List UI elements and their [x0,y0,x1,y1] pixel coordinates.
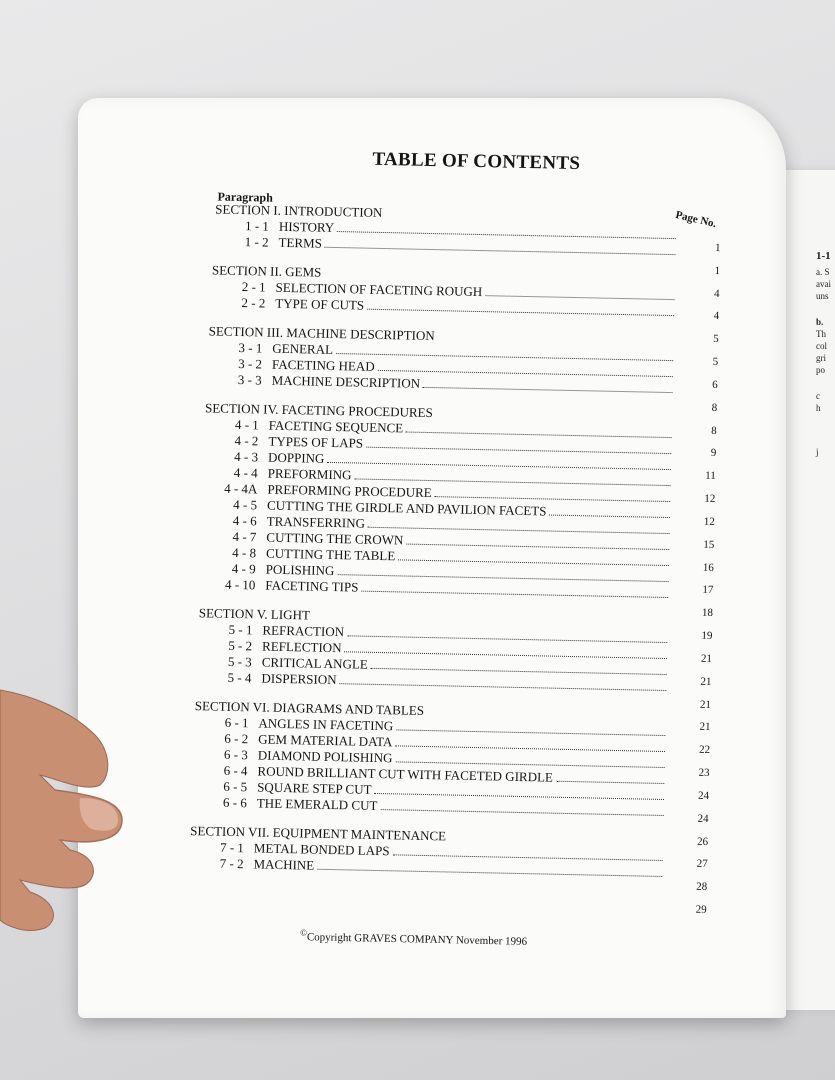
page-number: 4 [713,310,720,323]
entry-label: POLISHING [265,561,335,579]
page-number: 4 [713,287,720,300]
page-number: 28 [696,880,708,894]
entry-number: 3 - 1 [238,339,263,356]
section-title: SECTION VI. DIAGRAMS AND TABLES [194,698,425,718]
toc-content [68,91,795,1026]
entry-label: TYPES OF LAPS [268,433,364,451]
facing-page-line: b. [816,317,824,327]
page-number: 1 [714,264,721,277]
entry-label: DISPERSION [261,670,337,688]
entry-number: 4 - 6 [232,512,257,529]
facing-page-line: h [816,403,821,413]
entry-number: 4 - 5 [233,496,258,513]
entry-label: TRANSFERRING [266,513,366,531]
entry-label: CUTTING THE GIRDLE AND PAVILION FACETS [266,497,547,519]
booklet-page [78,98,786,1018]
entry-number: 7 - 1 [219,839,245,856]
page-number: 12 [704,492,716,506]
section-title: SECTION I. INTRODUCTION [215,201,383,220]
page-number: 1 [714,241,721,255]
dot-leader [549,514,670,519]
section-title: SECTION II. GEMS [211,262,322,280]
facing-page-line: c [816,391,820,401]
facing-page-line: uns [816,291,829,301]
entry-number: 4 - 1 [234,416,259,433]
facing-page-heading: 1-1 [816,250,831,262]
entry-number: 4 - 8 [232,544,257,561]
dot-leader [485,294,674,300]
section-title: SECTION V. LIGHT [198,605,311,623]
page-number: 6 [712,378,718,391]
entry-number: 4 - 4A [224,480,258,497]
entry-label: FACETING SEQUENCE [268,417,404,436]
hand-image [0,680,125,950]
facing-page-line: a. S [816,267,830,277]
page-number: 27 [696,858,708,871]
entry-label: PREFORMING PROCEDURE [267,481,432,501]
facing-page-line: col [816,341,827,351]
entry-label: REFRACTION [262,622,345,640]
entry-number: 6 - 4 [223,762,248,779]
entry-number: 4 - 9 [231,560,256,577]
entry-label: CRITICAL ANGLE [261,654,368,672]
page-number: 5 [713,333,719,346]
entry-number: 6 - 6 [222,794,247,811]
page-number: 11 [705,470,716,483]
page-number: 23 [698,766,710,779]
dot-leader [339,682,666,691]
page-number: 29 [695,903,707,916]
entry-number: 5 - 4 [227,669,252,686]
entry-label: DIAMOND POLISHING [257,747,393,766]
page-number: 16 [702,561,714,574]
copyright-symbol: © [300,927,308,938]
entry-label: CUTTING THE CROWN [266,529,404,548]
page-number: 5 [712,356,719,369]
entry-label: TERMS [278,234,323,251]
copyright-text: Copyright GRAVES COMPANY November 1996 [306,931,528,948]
copyright-notice [300,927,527,947]
entry-label: GENERAL [272,340,334,357]
entry-label: TYPE OF CUTS [275,295,365,313]
section-title: SECTION IV. FACETING PROCEDURES [204,400,433,421]
dot-leader [423,386,673,393]
entry-label: REFLECTION [261,638,342,656]
page-number: 17 [702,584,714,597]
entry-number: 7 - 2 [219,855,244,872]
entry-number: 6 - 5 [223,778,248,795]
entry-label: FACETING HEAD [271,356,375,374]
entry-number: 4 - 2 [234,432,259,449]
page-number: 8 [711,401,718,414]
entry-label: THE EMERALD CUT [256,795,378,813]
page-number: 26 [697,835,709,848]
entry-number: 5 - 3 [227,653,252,670]
entry-number: 2 - 1 [241,279,266,295]
entry-number: 6 - 1 [224,714,249,731]
paragraph-column-label: Paragraph [217,189,274,205]
page-number: 21 [699,721,711,734]
dot-leader [556,780,665,784]
dot-leader [367,308,674,316]
entry-number: 5 - 1 [228,621,253,638]
dot-leader [317,868,662,877]
facing-page-line: po [816,365,825,375]
entry-label: MACHINE [253,856,315,873]
entry-number: 6 - 2 [224,730,249,747]
page-number: 15 [703,538,715,551]
page-number: 21 [700,652,713,665]
page-number: 21 [700,675,712,688]
facing-page-line: j [816,447,819,457]
entry-number: 1 - 1 [244,218,270,234]
page-number: 24 [697,812,709,825]
page-number: 21 [699,698,712,711]
entry-number: 2 - 2 [241,295,266,311]
facing-page-line: gri [816,353,826,363]
entry-label: PREFORMING [267,465,352,483]
page-number: 22 [698,743,711,757]
entry-label: SELECTION OF FACETING ROUGH [275,279,483,300]
entry-label: ROUND BRILLIANT CUT WITH FACETED GIRDLE [257,763,554,785]
entry-number: 3 - 3 [237,371,262,388]
entry-label: FACETING TIPS [265,577,359,595]
dot-leader [380,808,663,816]
entry-label: METAL BONDED LAPS [253,840,390,859]
page-number: 12 [703,515,715,528]
entry-label: DOPPING [267,449,325,466]
entry-label: MACHINE DESCRIPTION [271,372,421,391]
entry-label: GEM MATERIAL DATA [258,731,393,750]
page-number: 18 [701,606,714,620]
page-number: 19 [701,629,713,643]
entry-label: ANGLES IN FACETING [258,715,394,734]
entry-number: 4 - 10 [224,576,256,593]
page-title: TABLE OF CONTENTS [372,148,581,175]
dot-leader [325,246,676,255]
page-number: 9 [710,447,717,460]
entry-label: HISTORY [278,218,335,235]
entry-number: 3 - 2 [238,355,263,372]
entry-number: 4 - 4 [233,464,258,481]
entry-number: 4 - 3 [234,448,259,465]
page-number: 24 [697,789,710,802]
page-no-column-label: Page No. [674,208,718,231]
entry-number: 5 - 2 [228,637,253,654]
facing-page-line: avai [816,279,831,289]
entry-number: 6 - 3 [223,746,248,763]
dot-leader [361,590,668,598]
entry-number: 4 - 7 [232,528,257,545]
section-title: SECTION III. MACHINE DESCRIPTION [208,323,435,344]
entry-label: SQUARE STEP CUT [257,779,372,797]
entry-label: CUTTING THE TABLE [265,545,396,564]
section-title: SECTION VII. EQUIPMENT MAINTENANCE [190,823,447,844]
entry-number: 1 - 2 [244,234,269,250]
facing-page-line: Th [816,329,826,339]
page-number: 8 [711,424,717,437]
